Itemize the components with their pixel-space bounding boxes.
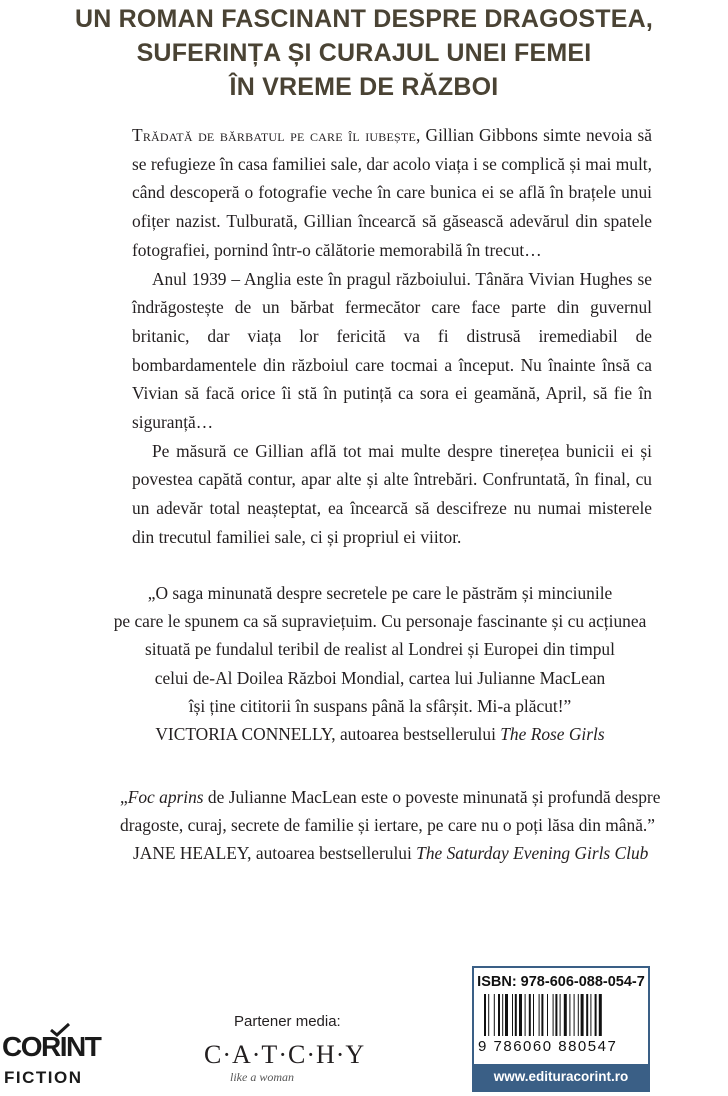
publisher-website: www.edituracorint.ro — [474, 1064, 648, 1090]
barcode-bar — [519, 994, 522, 1036]
quote-line: pe care le spunem ca să supraviețuim. Cu personaje fascinante și cu acțiunea — [113, 611, 647, 632]
isbn-box — [472, 966, 650, 1092]
barcode-bar — [590, 994, 591, 1036]
corint-fiction-logo — [2, 1032, 102, 1092]
barcode-bar — [494, 994, 495, 1036]
headline-line-1: UN ROMAN FASCINANT DESPRE DRAGOSTEA, — [74, 5, 654, 33]
logo-word: CORINT — [2, 1031, 101, 1062]
barcode-bar — [541, 994, 543, 1036]
quote-line: dragoste, curaj, secrete de familie și iertare, pe care nu o poți lăsa din mână.” — [120, 815, 655, 836]
open-quote: „ — [120, 787, 128, 807]
quote-text: de Julianne MacLean este o poveste minunată și profundă despre — [203, 787, 661, 807]
barcode-bar — [574, 994, 575, 1036]
barcode-bar — [581, 994, 584, 1036]
barcode — [482, 994, 642, 1038]
headline-line-3: ÎN VREME DE RĂZBOI — [229, 73, 499, 101]
quote-line: își ține cititorii în suspans până la sfârșit. Mi-a plăcut!” — [188, 695, 572, 716]
barcode-bar — [555, 994, 557, 1036]
attribution-author: JANE HEALEY, autoarea bestsellerului — [133, 843, 417, 864]
review-quote-1 — [100, 579, 660, 748]
quote-line: situată pe fundalul teribil de realist al Londrei și Europei din timpul — [145, 639, 615, 660]
partner-label: Partener media: — [234, 1013, 341, 1030]
catchy-logo: C·A·T·C·H·Y — [204, 1040, 366, 1069]
barcode-bar — [578, 994, 579, 1036]
logo-imprint: FICTION — [4, 1068, 83, 1087]
review-quote-2 — [120, 783, 680, 868]
barcode-digits: 9 786060 880547 — [478, 1038, 618, 1055]
blurb-lead-in: Trădată de bărbatul pe care îl iubește — [132, 125, 416, 145]
blurb-paragraph-2: Anul 1939 – Anglia este în pragul războiului. Tânăra Vivian Hughes se îndrăgostește de un bărbat fermecător care face parte din guvernul britanic, dar viața lor fericită va fi distrusă iremediabil de bombardamentele din războiul care tocmai a început. Nu înainte însă ca Vivian să facă orice îi stă în putință ca sora ei geamănă, April, să fie în siguranță… — [132, 268, 652, 433]
blurb-paragraph-1 — [132, 121, 652, 265]
quote-line: celui de-Al Doilea Război Mondial, cartea lui Julianne MacLean — [154, 667, 606, 688]
barcode-bar — [529, 994, 531, 1036]
barcode-bar — [569, 994, 570, 1036]
barcode-bar — [525, 994, 526, 1036]
barcode-bar — [586, 994, 588, 1036]
attribution-book: The Saturday Evening Girls Club — [416, 843, 649, 864]
barcode-bar — [533, 994, 534, 1036]
barcode-bar — [502, 994, 503, 1036]
quote-line: „O saga minunată despre secretele pe care le păstrăm și minciunile — [147, 583, 613, 603]
barcode-bar — [505, 994, 508, 1036]
barcode-bar — [512, 994, 513, 1036]
barcode-bar — [560, 994, 561, 1036]
barcode-bar — [564, 994, 567, 1036]
quote-attribution — [120, 839, 680, 867]
blurb — [132, 121, 652, 552]
barcode-bar — [539, 994, 540, 1036]
barcode-bar — [595, 994, 597, 1036]
headline — [0, 2, 728, 104]
barcode-bar — [553, 994, 554, 1036]
barcode-bar — [488, 994, 489, 1036]
blurb-paragraph-3: Pe măsură ce Gillian află tot mai multe despre tinerețea bunicii ei și povestea capătă contur, apar alte și alte întrebări. Confruntată, în final, cu un adevăr total neașteptat, ea încearcă să descifreze nu numai misterele din trecutul familiei sale, ci și propriul ei viitor. — [132, 440, 652, 547]
barcode-bar — [498, 994, 500, 1036]
attribution-author: VICTORIA CONNELLY, autoarea bestsellerului — [155, 724, 501, 745]
catchy-tagline: like a woman — [230, 1070, 294, 1084]
quote-attribution — [100, 720, 660, 748]
barcode-bar — [599, 994, 602, 1036]
blurb-paragraph-1-text: , Gillian Gibbons simte nevoia să se refugieze în casa familiei sale, dar acolo viața i se complică și mai mult, când descoperă o fotografie veche în care bunica ei se află în brațele unui ofițer nazist. Tulburată, Gillian încearcă să găsească adevărul din spatele fotografiei, pornind într-o călătorie memorabilă în trecut… — [132, 125, 652, 260]
book-title: Foc aprins — [127, 787, 204, 807]
quote-line — [120, 783, 680, 811]
attribution-book: The Rose Girls — [500, 724, 605, 745]
barcode-bar — [515, 994, 517, 1036]
barcode-bar — [547, 994, 548, 1036]
headline-line-2: SUFERINȚA ȘI CURAJUL UNEI FEMEI — [136, 39, 592, 67]
barcode-bar — [484, 994, 486, 1036]
isbn-label: ISBN: 978-606-088-054-7 — [477, 974, 645, 990]
